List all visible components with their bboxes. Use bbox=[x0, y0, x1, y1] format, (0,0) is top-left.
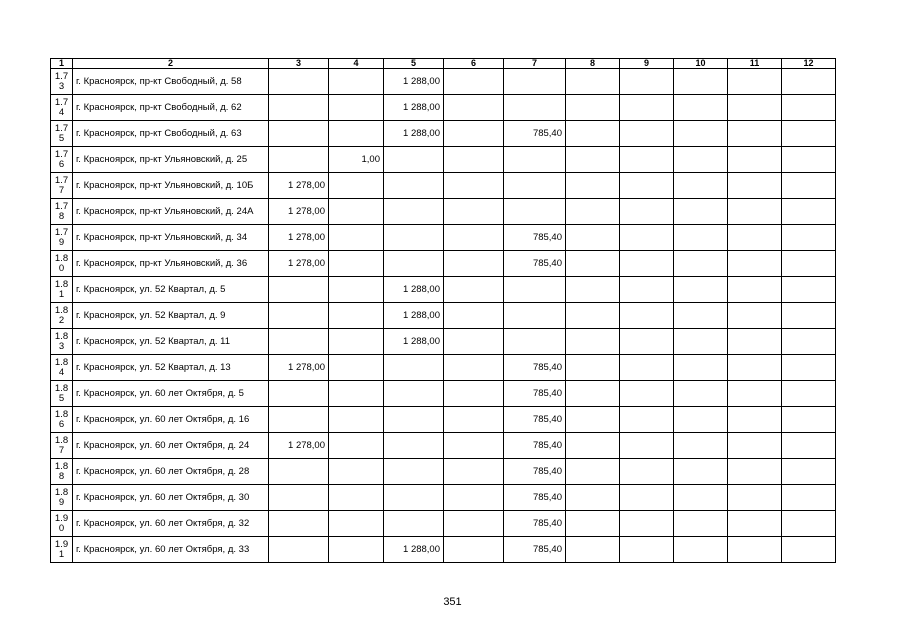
table-row bbox=[51, 485, 836, 511]
value-cell-7: 785,40 bbox=[504, 225, 566, 251]
value-cell-8 bbox=[566, 199, 620, 225]
value-cell-7 bbox=[504, 69, 566, 95]
value-cell-7: 785,40 bbox=[504, 459, 566, 485]
value-cell-4 bbox=[329, 277, 384, 303]
table-row bbox=[51, 537, 836, 563]
row-number: 1.8 5 bbox=[51, 381, 73, 407]
table-row bbox=[51, 251, 836, 277]
value-cell-6 bbox=[444, 277, 504, 303]
value-cell-9 bbox=[620, 355, 674, 381]
value-cell-10 bbox=[674, 121, 728, 147]
value-cell-9 bbox=[620, 199, 674, 225]
value-cell-3 bbox=[269, 69, 329, 95]
value-cell-10 bbox=[674, 511, 728, 537]
value-cell-10 bbox=[674, 95, 728, 121]
value-cell-5: 1 288,00 bbox=[384, 329, 444, 355]
value-cell-12 bbox=[782, 537, 836, 563]
row-number: 1.7 8 bbox=[51, 199, 73, 225]
value-cell-5: 1 288,00 bbox=[384, 277, 444, 303]
value-cell-9 bbox=[620, 485, 674, 511]
value-cell-9 bbox=[620, 407, 674, 433]
table-row bbox=[51, 121, 836, 147]
value-cell-12 bbox=[782, 69, 836, 95]
value-cell-5 bbox=[384, 199, 444, 225]
value-cell-3 bbox=[269, 459, 329, 485]
value-cell-4 bbox=[329, 459, 384, 485]
value-cell-8 bbox=[566, 355, 620, 381]
value-cell-4 bbox=[329, 381, 384, 407]
column-header: 7 bbox=[504, 59, 566, 69]
value-cell-9 bbox=[620, 95, 674, 121]
value-cell-8 bbox=[566, 121, 620, 147]
value-cell-4 bbox=[329, 537, 384, 563]
value-cell-3 bbox=[269, 303, 329, 329]
value-cell-5 bbox=[384, 381, 444, 407]
value-cell-5 bbox=[384, 433, 444, 459]
value-cell-6 bbox=[444, 537, 504, 563]
value-cell-9 bbox=[620, 381, 674, 407]
value-cell-12 bbox=[782, 121, 836, 147]
column-header: 2 bbox=[73, 59, 269, 69]
data-table bbox=[50, 58, 836, 563]
value-cell-11 bbox=[728, 459, 782, 485]
value-cell-11 bbox=[728, 381, 782, 407]
row-number: 1.7 9 bbox=[51, 225, 73, 251]
table-row bbox=[51, 303, 836, 329]
value-cell-5: 1 288,00 bbox=[384, 95, 444, 121]
value-cell-7: 785,40 bbox=[504, 511, 566, 537]
value-cell-3: 1 278,00 bbox=[269, 173, 329, 199]
value-cell-6 bbox=[444, 329, 504, 355]
value-cell-3: 1 278,00 bbox=[269, 355, 329, 381]
column-header: 12 bbox=[782, 59, 836, 69]
row-number: 1.9 1 bbox=[51, 537, 73, 563]
value-cell-3: 1 278,00 bbox=[269, 199, 329, 225]
column-header: 5 bbox=[384, 59, 444, 69]
value-cell-5 bbox=[384, 173, 444, 199]
value-cell-5 bbox=[384, 485, 444, 511]
value-cell-5 bbox=[384, 147, 444, 173]
value-cell-6 bbox=[444, 485, 504, 511]
value-cell-9 bbox=[620, 537, 674, 563]
value-cell-7 bbox=[504, 173, 566, 199]
table-row bbox=[51, 69, 836, 95]
value-cell-6 bbox=[444, 381, 504, 407]
address-cell: г. Красноярск, пр-кт Ульяновский, д. 25 bbox=[73, 147, 269, 173]
value-cell-11 bbox=[728, 433, 782, 459]
address-cell: г. Красноярск, ул. 60 лет Октября, д. 32 bbox=[73, 511, 269, 537]
value-cell-7: 785,40 bbox=[504, 537, 566, 563]
table-row bbox=[51, 381, 836, 407]
value-cell-12 bbox=[782, 277, 836, 303]
value-cell-12 bbox=[782, 251, 836, 277]
value-cell-10 bbox=[674, 355, 728, 381]
column-header: 3 bbox=[269, 59, 329, 69]
value-cell-8 bbox=[566, 433, 620, 459]
value-cell-4 bbox=[329, 121, 384, 147]
address-cell: г. Красноярск, пр-кт Свободный, д. 58 bbox=[73, 69, 269, 95]
value-cell-6 bbox=[444, 69, 504, 95]
address-cell: г. Красноярск, пр-кт Ульяновский, д. 36 bbox=[73, 251, 269, 277]
row-number: 1.7 3 bbox=[51, 69, 73, 95]
value-cell-11 bbox=[728, 485, 782, 511]
value-cell-5 bbox=[384, 459, 444, 485]
page-number: 351 bbox=[443, 596, 462, 608]
value-cell-12 bbox=[782, 303, 836, 329]
address-cell: г. Красноярск, пр-кт Ульяновский, д. 34 bbox=[73, 225, 269, 251]
table-row bbox=[51, 277, 836, 303]
address-cell: г. Красноярск, пр-кт Ульяновский, д. 10Б bbox=[73, 173, 269, 199]
value-cell-3: 1 278,00 bbox=[269, 251, 329, 277]
value-cell-3 bbox=[269, 121, 329, 147]
value-cell-12 bbox=[782, 173, 836, 199]
value-cell-4 bbox=[329, 433, 384, 459]
address-cell: г. Красноярск, ул. 52 Квартал, д. 11 bbox=[73, 329, 269, 355]
value-cell-3 bbox=[269, 329, 329, 355]
header-row bbox=[51, 59, 836, 69]
value-cell-6 bbox=[444, 407, 504, 433]
value-cell-6 bbox=[444, 225, 504, 251]
value-cell-4 bbox=[329, 173, 384, 199]
value-cell-11 bbox=[728, 511, 782, 537]
value-cell-8 bbox=[566, 537, 620, 563]
value-cell-10 bbox=[674, 225, 728, 251]
value-cell-12 bbox=[782, 485, 836, 511]
value-cell-9 bbox=[620, 511, 674, 537]
value-cell-12 bbox=[782, 433, 836, 459]
table-row bbox=[51, 433, 836, 459]
value-cell-6 bbox=[444, 511, 504, 537]
column-header: 4 bbox=[329, 59, 384, 69]
value-cell-12 bbox=[782, 95, 836, 121]
address-cell: г. Красноярск, ул. 60 лет Октября, д. 30 bbox=[73, 485, 269, 511]
value-cell-4 bbox=[329, 95, 384, 121]
value-cell-5 bbox=[384, 355, 444, 381]
value-cell-8 bbox=[566, 459, 620, 485]
address-cell: г. Красноярск, пр-кт Ульяновский, д. 24А bbox=[73, 199, 269, 225]
value-cell-8 bbox=[566, 173, 620, 199]
value-cell-11 bbox=[728, 121, 782, 147]
row-number: 1.8 4 bbox=[51, 355, 73, 381]
table-row bbox=[51, 147, 836, 173]
address-cell: г. Красноярск, пр-кт Свободный, д. 62 bbox=[73, 95, 269, 121]
value-cell-7: 785,40 bbox=[504, 355, 566, 381]
value-cell-3 bbox=[269, 407, 329, 433]
row-number: 1.8 9 bbox=[51, 485, 73, 511]
value-cell-9 bbox=[620, 277, 674, 303]
value-cell-4: 1,00 bbox=[329, 147, 384, 173]
value-cell-5: 1 288,00 bbox=[384, 121, 444, 147]
value-cell-11 bbox=[728, 537, 782, 563]
value-cell-7: 785,40 bbox=[504, 121, 566, 147]
value-cell-6 bbox=[444, 251, 504, 277]
row-number: 1.9 0 bbox=[51, 511, 73, 537]
address-cell: г. Красноярск, ул. 60 лет Октября, д. 33 bbox=[73, 537, 269, 563]
address-cell: г. Красноярск, ул. 52 Квартал, д. 13 bbox=[73, 355, 269, 381]
row-number: 1.7 6 bbox=[51, 147, 73, 173]
value-cell-9 bbox=[620, 433, 674, 459]
table-row bbox=[51, 225, 836, 251]
value-cell-8 bbox=[566, 303, 620, 329]
value-cell-8 bbox=[566, 407, 620, 433]
value-cell-4 bbox=[329, 355, 384, 381]
row-number: 1.8 0 bbox=[51, 251, 73, 277]
value-cell-6 bbox=[444, 355, 504, 381]
row-number: 1.8 7 bbox=[51, 433, 73, 459]
value-cell-12 bbox=[782, 407, 836, 433]
value-cell-10 bbox=[674, 433, 728, 459]
column-header: 6 bbox=[444, 59, 504, 69]
value-cell-10 bbox=[674, 251, 728, 277]
value-cell-4 bbox=[329, 329, 384, 355]
value-cell-12 bbox=[782, 355, 836, 381]
value-cell-11 bbox=[728, 95, 782, 121]
value-cell-6 bbox=[444, 147, 504, 173]
value-cell-5: 1 288,00 bbox=[384, 69, 444, 95]
table-row bbox=[51, 95, 836, 121]
value-cell-9 bbox=[620, 173, 674, 199]
address-cell: г. Красноярск, ул. 52 Квартал, д. 9 bbox=[73, 303, 269, 329]
value-cell-8 bbox=[566, 329, 620, 355]
value-cell-12 bbox=[782, 147, 836, 173]
value-cell-7 bbox=[504, 199, 566, 225]
value-cell-10 bbox=[674, 277, 728, 303]
value-cell-11 bbox=[728, 303, 782, 329]
value-cell-5: 1 288,00 bbox=[384, 537, 444, 563]
value-cell-3: 1 278,00 bbox=[269, 225, 329, 251]
column-header: 9 bbox=[620, 59, 674, 69]
value-cell-7: 785,40 bbox=[504, 407, 566, 433]
value-cell-3 bbox=[269, 277, 329, 303]
value-cell-7: 785,40 bbox=[504, 485, 566, 511]
value-cell-10 bbox=[674, 199, 728, 225]
row-number: 1.8 2 bbox=[51, 303, 73, 329]
value-cell-8 bbox=[566, 381, 620, 407]
value-cell-10 bbox=[674, 485, 728, 511]
value-cell-11 bbox=[728, 277, 782, 303]
value-cell-8 bbox=[566, 251, 620, 277]
value-cell-11 bbox=[728, 225, 782, 251]
value-cell-4 bbox=[329, 251, 384, 277]
value-cell-4 bbox=[329, 407, 384, 433]
value-cell-12 bbox=[782, 511, 836, 537]
value-cell-9 bbox=[620, 121, 674, 147]
value-cell-11 bbox=[728, 329, 782, 355]
column-header: 8 bbox=[566, 59, 620, 69]
value-cell-11 bbox=[728, 251, 782, 277]
value-cell-6 bbox=[444, 95, 504, 121]
value-cell-6 bbox=[444, 433, 504, 459]
value-cell-12 bbox=[782, 225, 836, 251]
address-cell: г. Красноярск, ул. 60 лет Октября, д. 16 bbox=[73, 407, 269, 433]
value-cell-8 bbox=[566, 69, 620, 95]
value-cell-3 bbox=[269, 511, 329, 537]
address-cell: г. Красноярск, ул. 52 Квартал, д. 5 bbox=[73, 277, 269, 303]
value-cell-10 bbox=[674, 69, 728, 95]
value-cell-9 bbox=[620, 329, 674, 355]
value-cell-3: 1 278,00 bbox=[269, 433, 329, 459]
row-number: 1.7 4 bbox=[51, 95, 73, 121]
value-cell-11 bbox=[728, 147, 782, 173]
value-cell-5 bbox=[384, 407, 444, 433]
value-cell-7: 785,40 bbox=[504, 433, 566, 459]
address-cell: г. Красноярск, ул. 60 лет Октября, д. 5 bbox=[73, 381, 269, 407]
value-cell-4 bbox=[329, 199, 384, 225]
value-cell-5 bbox=[384, 251, 444, 277]
row-number: 1.8 1 bbox=[51, 277, 73, 303]
value-cell-4 bbox=[329, 485, 384, 511]
table-row bbox=[51, 407, 836, 433]
row-number: 1.8 8 bbox=[51, 459, 73, 485]
value-cell-8 bbox=[566, 511, 620, 537]
value-cell-9 bbox=[620, 459, 674, 485]
value-cell-6 bbox=[444, 173, 504, 199]
value-cell-6 bbox=[444, 121, 504, 147]
value-cell-5 bbox=[384, 511, 444, 537]
value-cell-12 bbox=[782, 459, 836, 485]
value-cell-10 bbox=[674, 381, 728, 407]
value-cell-9 bbox=[620, 303, 674, 329]
table-row bbox=[51, 199, 836, 225]
value-cell-5: 1 288,00 bbox=[384, 303, 444, 329]
value-cell-11 bbox=[728, 199, 782, 225]
value-cell-7: 785,40 bbox=[504, 381, 566, 407]
table-row bbox=[51, 329, 836, 355]
address-cell: г. Красноярск, ул. 60 лет Октября, д. 24 bbox=[73, 433, 269, 459]
value-cell-10 bbox=[674, 303, 728, 329]
value-cell-10 bbox=[674, 459, 728, 485]
value-cell-4 bbox=[329, 69, 384, 95]
value-cell-9 bbox=[620, 225, 674, 251]
value-cell-7 bbox=[504, 329, 566, 355]
value-cell-11 bbox=[728, 407, 782, 433]
value-cell-12 bbox=[782, 329, 836, 355]
value-cell-12 bbox=[782, 199, 836, 225]
table-row bbox=[51, 511, 836, 537]
table-row bbox=[51, 173, 836, 199]
value-cell-10 bbox=[674, 147, 728, 173]
value-cell-4 bbox=[329, 511, 384, 537]
value-cell-11 bbox=[728, 173, 782, 199]
value-cell-6 bbox=[444, 459, 504, 485]
value-cell-7 bbox=[504, 95, 566, 121]
value-cell-3 bbox=[269, 537, 329, 563]
value-cell-3 bbox=[269, 485, 329, 511]
value-cell-10 bbox=[674, 537, 728, 563]
value-cell-8 bbox=[566, 95, 620, 121]
value-cell-7 bbox=[504, 147, 566, 173]
value-cell-9 bbox=[620, 251, 674, 277]
value-cell-4 bbox=[329, 225, 384, 251]
address-cell: г. Красноярск, пр-кт Свободный, д. 63 bbox=[73, 121, 269, 147]
row-number: 1.8 6 bbox=[51, 407, 73, 433]
value-cell-3 bbox=[269, 95, 329, 121]
column-header: 10 bbox=[674, 59, 728, 69]
value-cell-7: 785,40 bbox=[504, 251, 566, 277]
value-cell-4 bbox=[329, 303, 384, 329]
value-cell-5 bbox=[384, 225, 444, 251]
value-cell-8 bbox=[566, 147, 620, 173]
value-cell-6 bbox=[444, 303, 504, 329]
table-row bbox=[51, 355, 836, 381]
row-number: 1.7 7 bbox=[51, 173, 73, 199]
value-cell-9 bbox=[620, 147, 674, 173]
column-header: 11 bbox=[728, 59, 782, 69]
value-cell-7 bbox=[504, 277, 566, 303]
value-cell-11 bbox=[728, 69, 782, 95]
value-cell-12 bbox=[782, 381, 836, 407]
value-cell-8 bbox=[566, 225, 620, 251]
row-number: 1.7 5 bbox=[51, 121, 73, 147]
value-cell-11 bbox=[728, 355, 782, 381]
value-cell-10 bbox=[674, 407, 728, 433]
value-cell-7 bbox=[504, 303, 566, 329]
value-cell-6 bbox=[444, 199, 504, 225]
row-number: 1.8 3 bbox=[51, 329, 73, 355]
value-cell-10 bbox=[674, 329, 728, 355]
address-cell: г. Красноярск, ул. 60 лет Октября, д. 28 bbox=[73, 459, 269, 485]
column-header: 1 bbox=[51, 59, 73, 69]
value-cell-3 bbox=[269, 147, 329, 173]
value-cell-10 bbox=[674, 173, 728, 199]
table-row bbox=[51, 459, 836, 485]
value-cell-3 bbox=[269, 381, 329, 407]
value-cell-9 bbox=[620, 69, 674, 95]
value-cell-8 bbox=[566, 485, 620, 511]
value-cell-8 bbox=[566, 277, 620, 303]
